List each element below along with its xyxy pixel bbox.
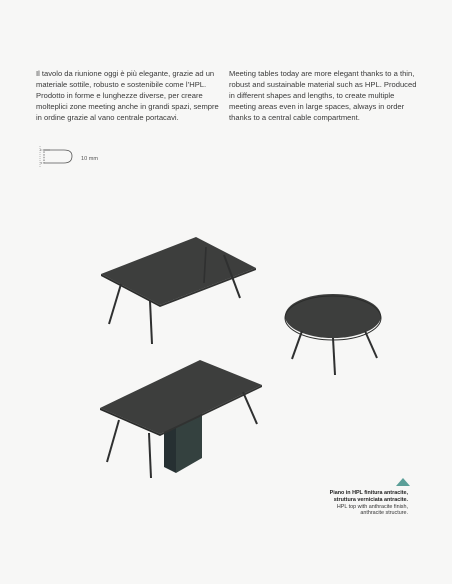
caption-italian-line-2: struttura verniciata antracite. <box>333 496 408 503</box>
profile-thickness-label: 10 mm <box>81 156 99 162</box>
caption-italian-line-1: Piano in HPL finitura antracite, <box>329 490 408 496</box>
round-table <box>285 294 381 375</box>
intro-text-italian: Il tavolo da riunione oggi è più elegante, grazie ad un materiale sottile, robusto e sostenibile come l’HPL. Prodotto in forme e lunghezze diverse, per creare molteplici zone meeting anche in grandi spazi, sempre in ordine grazie al vano centrale portacavi. <box>36 69 219 122</box>
intro-text-english: Meeting tables today are more elegant thanks to a thin, robust and sustainable material such as HPL. Produced in different shapes and lengths, to create multiple meeting areas even in large spaces, always in order thanks to a central cable compartment. <box>229 69 417 122</box>
caption-english-line-2: anthracite structure. <box>360 510 408 517</box>
caption-english-line-1: HPL top with anthracite finish, <box>336 503 408 510</box>
finish-caption <box>268 490 408 517</box>
rectangular-table-with-cable-box <box>100 360 262 478</box>
teal-triangle-marker-icon <box>396 478 410 486</box>
rectangular-table-top-view <box>101 237 256 344</box>
